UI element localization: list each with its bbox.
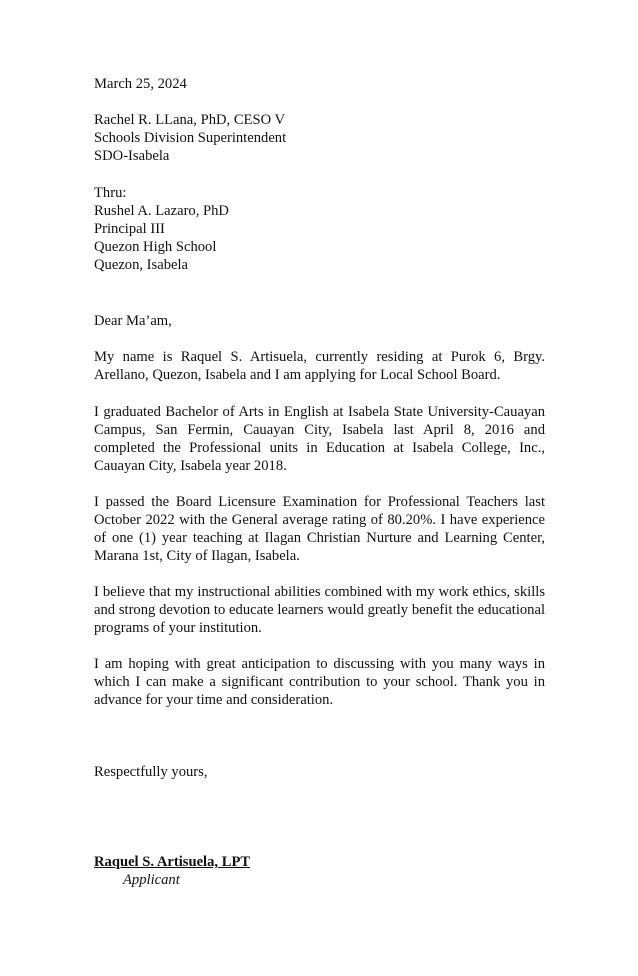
paragraph-line: Cauayan City, Isabela year 2018. xyxy=(94,458,287,474)
date-text: March 25, 2024 xyxy=(94,76,187,92)
signature-title: Applicant xyxy=(123,872,180,888)
paragraph-line: October 2022 with the General average rating of 80.20%. I have experience xyxy=(94,512,545,528)
paragraph-line: Marana 1st, City of Ilagan, Isabela. xyxy=(94,548,300,564)
thru-label: Thru: xyxy=(94,185,127,201)
closing xyxy=(94,763,545,781)
signature-name: Raquel S. Artisuela, LPT xyxy=(94,854,251,870)
signature-block xyxy=(94,853,545,889)
paragraph-line: and strong devotion to educate learners would greatly benefit the educational xyxy=(94,602,545,618)
paragraph-line: Campus, San Fermin, Cauayan City, Isabela last April 8, 2016 and xyxy=(94,422,545,438)
thru-school: Quezon High School xyxy=(94,239,217,255)
recipient-name: Rachel R. LLana, PhD, CESO V xyxy=(94,112,286,128)
paragraph-line: advance for your time and consideration. xyxy=(94,692,334,708)
thru-block xyxy=(94,184,545,274)
paragraph-line: of one (1) year teaching at Ilagan Christian Nurture and Learning Center, xyxy=(94,530,545,546)
paragraph-2 xyxy=(94,403,545,475)
recipient-position: Schools Division Superintendent xyxy=(94,130,287,146)
paragraph-5 xyxy=(94,655,545,709)
paragraph-line: Arellano, Quezon, Isabela and I am applying for Local School Board. xyxy=(94,367,501,383)
paragraph-1 xyxy=(94,348,545,384)
recipient-office: SDO-Isabela xyxy=(94,148,170,164)
salutation-text: Dear Ma’am, xyxy=(94,313,172,329)
closing-text: Respectfully yours, xyxy=(94,764,208,780)
paragraph-line: programs of your institution. xyxy=(94,620,262,636)
letter-date xyxy=(94,75,545,93)
paragraph-line: My name is Raquel S. Artisuela, currently residing at Purok 6, Brgy. xyxy=(94,349,545,365)
salutation xyxy=(94,312,545,330)
thru-address: Quezon, Isabela xyxy=(94,257,189,273)
paragraph-line: I passed the Board Licensure Examination for Professional Teachers last xyxy=(94,494,545,510)
paragraph-line: which I can make a significant contribution to your school. Thank you in xyxy=(94,674,545,690)
thru-position: Principal III xyxy=(94,221,165,237)
thru-name: Rushel A. Lazaro, PhD xyxy=(94,203,229,219)
paragraph-4 xyxy=(94,583,545,637)
paragraph-line: I am hoping with great anticipation to discussing with you many ways in xyxy=(94,656,545,672)
recipient-block xyxy=(94,111,545,165)
paragraph-line: completed the Professional units in Education at Isabela College, Inc., xyxy=(94,440,545,456)
paragraph-line: I graduated Bachelor of Arts in English at Isabela State University-Cauayan xyxy=(94,404,545,420)
paragraph-3 xyxy=(94,493,545,565)
paragraph-line: I believe that my instructional abilities combined with my work ethics, skills xyxy=(94,584,545,600)
